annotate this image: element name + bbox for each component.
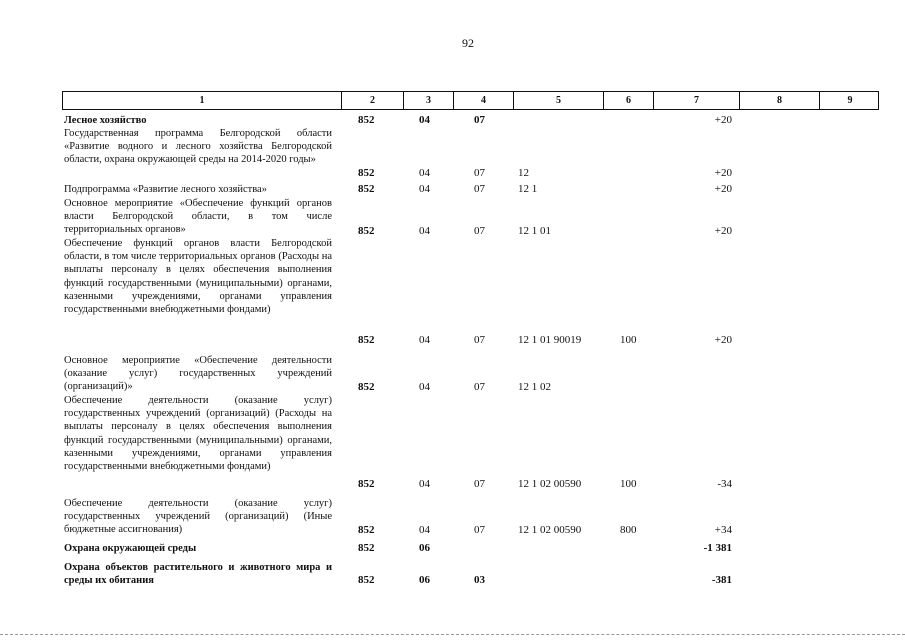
cell-col-4: 07	[474, 334, 485, 346]
row-description: Обеспечение функций органов власти Белгородской области, в том числе территориальных органов (Расходы на выплаты персоналу в целях обеспечения выполнения функций государственными (муниципальными) органами, казенными учреждениями, органами управления государственными внебюджетными фондами)	[64, 238, 332, 316]
header-col-1: 1	[63, 92, 342, 109]
header-col-2: 2	[342, 92, 404, 109]
cell-col-7: +20	[714, 225, 732, 237]
cell-col-4: 07	[474, 478, 485, 490]
cell-col-4: 07	[474, 524, 485, 536]
header-col-4: 4	[454, 92, 514, 109]
cell-col-7: +20	[714, 114, 732, 126]
header-col-9: 9	[847, 95, 853, 106]
cell-col-7: +20	[714, 167, 732, 179]
cell-col-5: 12 1	[518, 183, 538, 195]
cell-col-7: +20	[714, 183, 732, 195]
cell-col-4: 07	[474, 225, 485, 237]
cell-col-3: 06	[419, 542, 430, 554]
row-description: Государственная программа Белгородской области «Развитие водного и лесного хозяйства Белгородской области, охрана окружающей среды на 2014-2020 годы»	[64, 128, 332, 166]
row-description: Основное мероприятие «Обеспечение деятельности (оказание услуг) государственных учреждений (организаций)»	[64, 355, 332, 393]
row-description: Лесное хозяйство	[64, 115, 147, 126]
cell-col-3: 04	[419, 381, 430, 393]
cell-col-7: -1 381	[703, 542, 732, 554]
cell-col-3: 04	[419, 334, 430, 346]
cell-col-4: 07	[474, 381, 485, 393]
header-col-8: 8	[740, 92, 820, 109]
cell-col-5: 12 1 01 90019	[518, 334, 582, 346]
cell-col-2: 852	[358, 381, 375, 393]
cell-col-4: 07	[474, 167, 485, 179]
cell-col-2: 852	[358, 114, 375, 126]
cell-col-2: 852	[358, 478, 375, 490]
cell-col-2: 852	[358, 183, 375, 195]
cell-col-7: -381	[711, 574, 732, 586]
cell-col-3: 04	[419, 524, 430, 536]
cell-col-3: 04	[419, 114, 430, 126]
cell-col-7: -34	[717, 478, 732, 490]
row-description: Обеспечение деятельности (оказание услуг) государственных учреждений (организаций) (Иные бюджетные ассигнования)	[64, 498, 332, 536]
cell-col-2: 852	[358, 225, 375, 237]
header-col-6: 6	[604, 92, 654, 109]
table-header	[62, 91, 879, 110]
header-col-7: 7	[654, 92, 740, 109]
cell-col-6: 100	[620, 478, 637, 490]
cell-col-2: 852	[358, 167, 375, 179]
cell-col-3: 04	[419, 183, 430, 195]
cell-col-5: 12 1 02 00590	[518, 478, 582, 490]
cell-col-5: 12	[518, 167, 529, 179]
row-description: Основное мероприятие «Обеспечение функций органов власти Белгородской области, в том числе территориальных органов»	[64, 198, 332, 236]
row-description: Охрана объектов растительного и животного мира и среды их обитания	[64, 562, 332, 587]
cell-col-2: 852	[358, 334, 375, 346]
cell-col-3: 06	[419, 574, 430, 586]
cell-col-5: 12 1 01	[518, 225, 551, 237]
row-description: Подпрограмма «Развитие лесного хозяйства»	[64, 184, 267, 195]
cell-col-6: 100	[620, 334, 637, 346]
cell-col-5: 12 1 02 00590	[518, 524, 582, 536]
cell-col-4: 03	[474, 574, 485, 586]
cell-col-3: 04	[419, 478, 430, 490]
cell-col-6: 800	[620, 524, 637, 536]
page-number: 92	[462, 36, 474, 50]
cell-col-4: 07	[474, 183, 485, 195]
header-col-3: 3	[404, 92, 454, 109]
cell-col-2: 852	[358, 542, 375, 554]
cell-col-2: 852	[358, 574, 375, 586]
header-col-5: 5	[514, 92, 604, 109]
cell-col-4: 07	[474, 114, 485, 126]
row-description: Обеспечение деятельности (оказание услуг) государственных учреждений (организаций) (Расходы на выплаты персоналу в целях обеспечения выполнения функций государственными (муниципальными) органами, казенными учреждениями, органами управления государственными внебюджетными фондами)	[64, 395, 332, 473]
cell-col-3: 04	[419, 225, 430, 237]
cell-col-5: 12 1 02	[518, 381, 551, 393]
row-description: Охрана окружающей среды	[64, 543, 197, 554]
cell-col-2: 852	[358, 524, 375, 536]
cell-col-7: +34	[714, 524, 732, 536]
cell-col-3: 04	[419, 167, 430, 179]
cell-col-7: +20	[714, 334, 732, 346]
page-bottom-border	[0, 634, 905, 635]
